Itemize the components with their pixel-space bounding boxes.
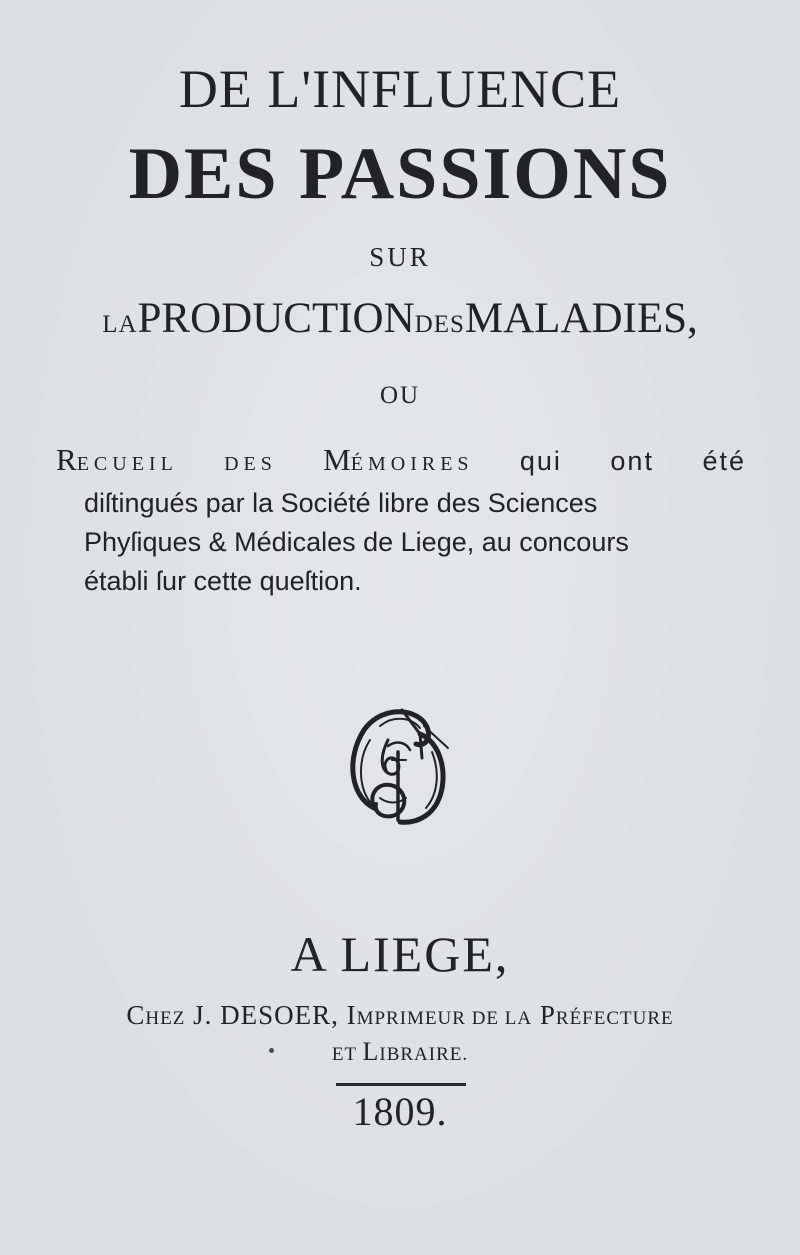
- printer-name: J. DESOER,: [193, 1000, 339, 1030]
- printer-monogram-icon: [336, 700, 466, 840]
- word-prefecture: RÉFECTURE: [555, 1008, 674, 1029]
- word-libraire: IBRAIRE.: [379, 1044, 469, 1065]
- description-line-2: diſtingués par la Société libre des Sciences: [84, 488, 598, 518]
- title-production-line: [0, 294, 800, 343]
- word-maladies: MALADIES,: [464, 295, 698, 342]
- description-line-3: Phyſiques & Médicales de Liege, au concours: [84, 527, 629, 557]
- divider-rule: [336, 1083, 466, 1086]
- word-des: DES: [414, 311, 465, 338]
- word-emoires: ÉMOIRES: [350, 453, 474, 475]
- cap-c: C: [126, 1000, 146, 1030]
- cap-p: P: [539, 1000, 556, 1030]
- title-line-2: DES PASSIONS: [128, 133, 672, 215]
- article-la: LA: [102, 311, 138, 338]
- word-imprimeur: MPRIMEUR DE LA: [356, 1008, 533, 1029]
- description-line-4: établi ſur cette queſtion.: [84, 566, 362, 596]
- description-paragraph: [56, 440, 746, 601]
- description-line-1: [56, 440, 746, 484]
- title-line-1: DE L'INFLUENCE: [178, 59, 622, 119]
- title-sur: SUR: [369, 242, 431, 272]
- ink-spot: [269, 1048, 274, 1053]
- cap-m: M: [323, 442, 351, 477]
- title-ou: OU: [379, 382, 421, 409]
- imprint-place: A LIEGE,: [290, 926, 510, 982]
- cap-l: L: [362, 1037, 380, 1066]
- word-des-sc: DES: [224, 453, 277, 475]
- imprint-printer-line: [0, 1000, 800, 1031]
- cap-i: I: [346, 1000, 357, 1030]
- imprint-libraire-line: [0, 1037, 800, 1067]
- word-production: PRODUCTION: [137, 295, 415, 342]
- imprint-year: 1809.: [352, 1089, 448, 1134]
- cap-r: R: [56, 442, 77, 477]
- word-chez: HEZ: [145, 1008, 186, 1029]
- word-ecueil: ECUEIL: [76, 453, 178, 475]
- description-line-1-rest: qui ont été: [519, 446, 747, 476]
- word-et: ET: [331, 1044, 357, 1065]
